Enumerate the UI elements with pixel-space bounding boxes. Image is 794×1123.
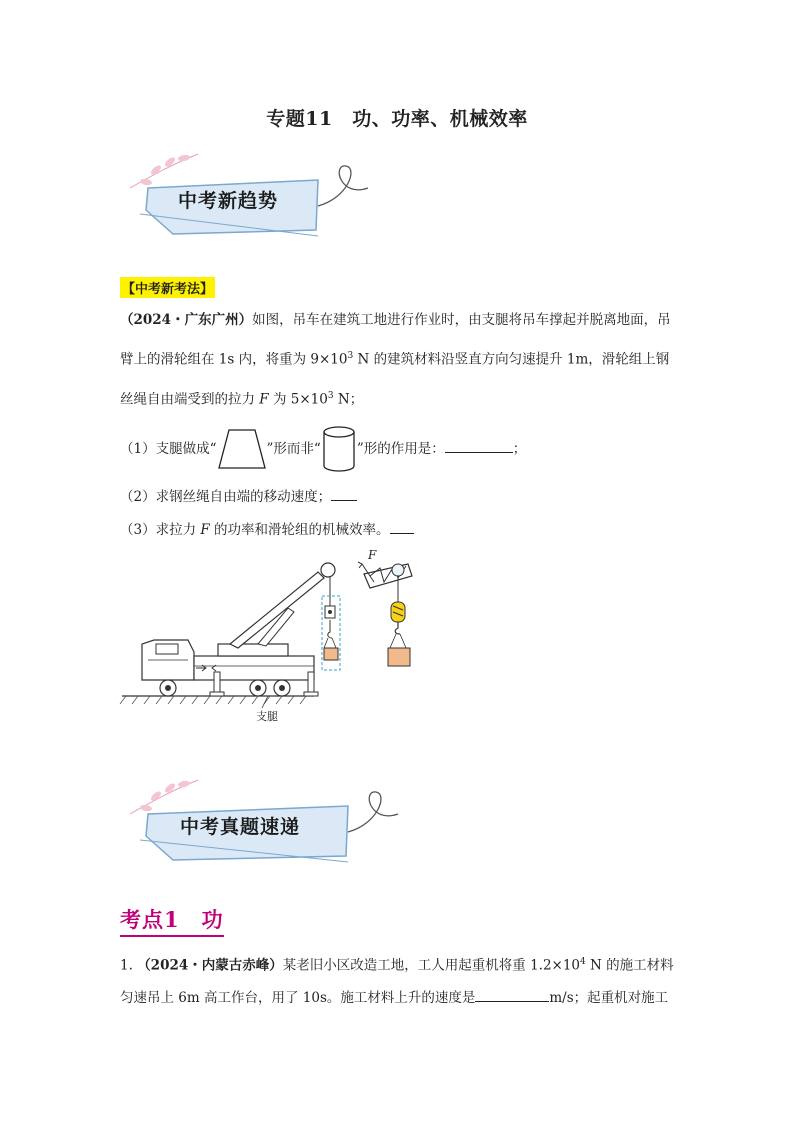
q0-text: 臂上的滑轮组在 1s 内，将重为 <box>120 351 311 368</box>
q0-text: ”形而非“ <box>266 441 321 457</box>
q0-text: （2）求钢丝绳自由端的移动速度； <box>120 489 332 505</box>
leg-label: 支腿 <box>256 710 278 723</box>
q0-text: ”形的作用是： <box>356 441 445 457</box>
q0-text: 的功率和滑轮组的机械效率。 <box>209 522 390 538</box>
q1-text: m/s；起重机对施工 <box>549 990 669 1006</box>
q1-line2 <box>120 987 680 1009</box>
q0-var-F: F <box>259 391 269 408</box>
trapezoid-shape-icon <box>217 440 267 460</box>
q0-part2 <box>120 486 680 508</box>
answer-blank-3[interactable] <box>390 519 414 534</box>
q0-part3 <box>120 519 680 541</box>
q0-text: 的建筑材料沿竖直方向匀速提升 1m，滑轮组上钢 <box>369 351 670 368</box>
q0-part1 <box>120 438 680 460</box>
q0-source: （2024・广东广州） <box>120 312 253 328</box>
cylinder-shape-icon <box>321 440 357 460</box>
q0-line3 <box>120 385 680 411</box>
crane-illustration <box>118 548 438 728</box>
q0-line2 <box>120 345 680 371</box>
banner-title: 中考新趋势 <box>178 190 279 212</box>
q1-text: 某老旧小区改造工地，工人用起重机将重 <box>282 957 531 974</box>
q1-text: 匀速吊上 6m 高工作台，用了 10s。施工材料上升的速度是 <box>120 990 476 1006</box>
q0-text: 为 <box>268 391 291 408</box>
q0-var-F: F <box>200 522 210 538</box>
answer-blank-1[interactable] <box>445 438 513 453</box>
q0-text: ； <box>349 391 364 408</box>
q1-number: 1. <box>120 957 133 974</box>
q0-text: 丝绳自由端受到的拉力 <box>120 391 260 408</box>
q0-math: 5×10 <box>290 391 328 408</box>
q0-math: 9×10 <box>310 351 348 368</box>
section-banner-real <box>118 774 418 884</box>
page-title: 专题11 功、功率、机械效率 <box>266 108 528 130</box>
answer-blank-2[interactable] <box>331 486 357 501</box>
q0-exponent: 3 <box>327 391 334 401</box>
q1-exponent: 4 <box>580 957 586 967</box>
answer-blank-4[interactable] <box>475 987 549 1002</box>
q1-math: 1.2×10 <box>530 957 581 974</box>
q1-source: （2024・内蒙古赤峰） <box>137 957 283 974</box>
section-banner-trend <box>118 148 418 258</box>
q0-unit: N <box>333 391 350 408</box>
q0-text: 如图，吊车在建筑工地进行作业时，由支腿将吊车撑起并脱离地面，吊 <box>252 312 671 328</box>
q0-text: ； <box>512 441 527 457</box>
q0-unit: N <box>353 351 370 368</box>
q0-text: （1）支腿做成“ <box>120 441 217 457</box>
section-heading: 考点1 功 <box>120 904 224 937</box>
q0-exponent: 3 <box>347 351 354 361</box>
q1-text: 的施工材料 <box>601 957 674 974</box>
q0-line1 <box>120 309 680 331</box>
banner-title: 中考真题速递 <box>180 816 301 838</box>
crane-figure <box>118 548 438 728</box>
force-label: F <box>368 548 377 562</box>
q1-unit: N <box>585 957 602 974</box>
q0-text: （3）求拉力 <box>120 522 201 538</box>
new-method-tag: 【中考新考法】 <box>120 277 215 298</box>
q1-line1 <box>120 951 680 977</box>
